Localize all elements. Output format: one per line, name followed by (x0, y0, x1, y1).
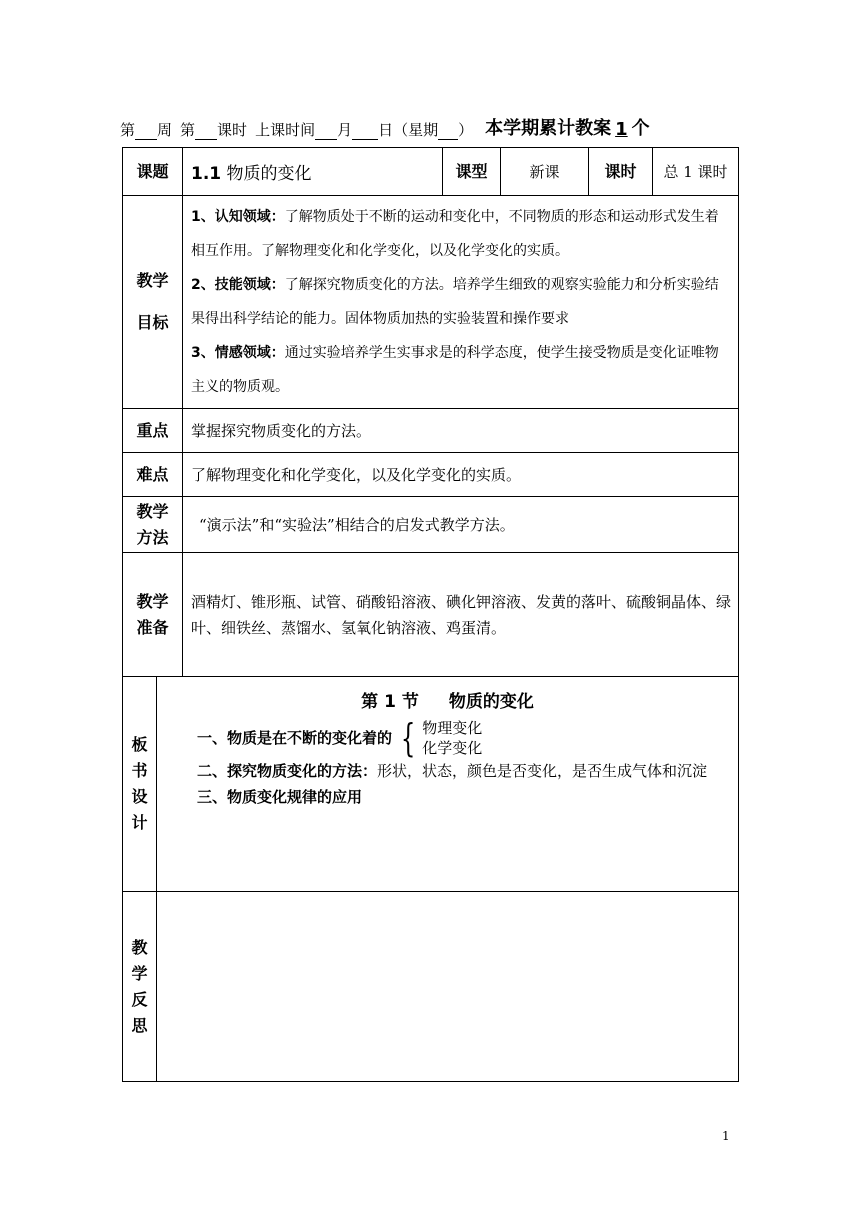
change-types (422, 718, 482, 758)
week-suffix: 周 (157, 121, 173, 139)
topic-label: 课题 (123, 148, 183, 196)
method-row (123, 497, 739, 553)
goals-content (183, 196, 739, 409)
lesson-prefix: 第 (180, 121, 196, 139)
board-line-2: 二、探究物质变化的方法：形状，状态，颜色是否变化，是否生成气体和沉淀 (197, 762, 708, 780)
brace-icon: { (400, 716, 416, 760)
board-title: 第 1 节 物质的变化 (361, 692, 534, 712)
lesson-blank[interactable] (195, 123, 217, 140)
goal-item-affective: 3、情感领域：通过实验培养学生实事求是的科学态度，使学生接受物质是变化证唯物主义的物质观。 (191, 345, 719, 395)
difficulty-text: 了解物理变化和化学变化，以及化学变化的实质。 (183, 453, 739, 497)
goal-item-cognitive: 1、认知领域：了解物质处于不断的运动和变化中，不同物质的形态和运动形式发生着相互作用。了解物理变化和化学变化，以及化学变化的实质。 (191, 209, 719, 259)
board-line-1-text: 一、物质是在不断的变化着的 (197, 729, 393, 747)
difficulty-row (123, 453, 739, 497)
cumulative-label: 本学期累计教案 (485, 118, 612, 139)
board-content (157, 677, 739, 892)
key-point-row (123, 409, 739, 453)
goals-label-line2: 目标 (136, 313, 169, 332)
preparation-text: 酒精灯、锥形瓶、试管、硝酸铅溶液、碘化钾溶液、发黄的落叶、硫酸铜晶体、绿叶、细铁丝、蒸馏水、氢氧化钠溶液、鸡蛋清。 (183, 553, 739, 677)
board-line-3: 三、物质变化规律的应用 (197, 788, 363, 806)
time-label: 上课时间 (255, 121, 316, 139)
page-number: 1 (722, 1129, 730, 1143)
lesson-suffix: 课时 (217, 121, 248, 139)
topic-number: 1.1 (191, 164, 222, 184)
difficulty-label: 难点 (123, 453, 183, 497)
reflection-label: 教 学 反 思 (123, 892, 157, 1082)
lesson-header (120, 114, 740, 140)
method-text: “演示法”和“实验法”相结合的启发式教学方法。 (183, 497, 739, 553)
board-line-1 (197, 718, 738, 758)
week-blank[interactable] (135, 123, 157, 140)
type-value: 新课 (501, 148, 589, 196)
month-suffix: 月 (337, 121, 353, 139)
type-label: 课型 (443, 148, 501, 196)
preparation-row (123, 553, 739, 677)
week-prefix: 第 (120, 121, 136, 139)
chemical-change: 化学变化 (422, 739, 483, 757)
hours-label: 课时 (589, 148, 653, 196)
day-suffix: 日（星期 (378, 121, 439, 139)
month-blank[interactable] (315, 123, 337, 140)
topic-cell (183, 148, 443, 196)
board-row (123, 677, 739, 892)
reflection-content[interactable] (157, 892, 739, 1082)
key-point-text: 掌握探究物质变化的方法。 (183, 409, 739, 453)
weekday-blank[interactable] (438, 123, 458, 140)
goals-row (123, 196, 739, 409)
hours-value: 总 1 课时 (653, 148, 739, 196)
board-label: 板 书 设 计 (123, 677, 157, 892)
key-point-label: 重点 (123, 409, 183, 453)
day-blank[interactable] (352, 123, 378, 140)
topic-value: 物质的变化 (226, 164, 312, 184)
method-label: 教学 方法 (123, 497, 183, 553)
goals-label-line1: 教学 (136, 271, 169, 290)
reflection-row (123, 892, 739, 1082)
cumulative-suffix: 个 (631, 118, 650, 139)
topic-row (123, 148, 739, 196)
goals-label (123, 196, 183, 409)
preparation-label: 教学 准备 (123, 553, 183, 677)
goal-item-skill: 2、技能领域：了解探究物质变化的方法。培养学生细致的观察实验能力和分析实验结果得出科学结论的能力。固体物质加热的实验装置和操作要求 (191, 277, 719, 327)
close-paren: ） (458, 121, 474, 139)
cumulative-count: 1 (615, 119, 628, 140)
physical-change: 物理变化 (422, 719, 483, 737)
lesson-plan-table (122, 147, 739, 1082)
